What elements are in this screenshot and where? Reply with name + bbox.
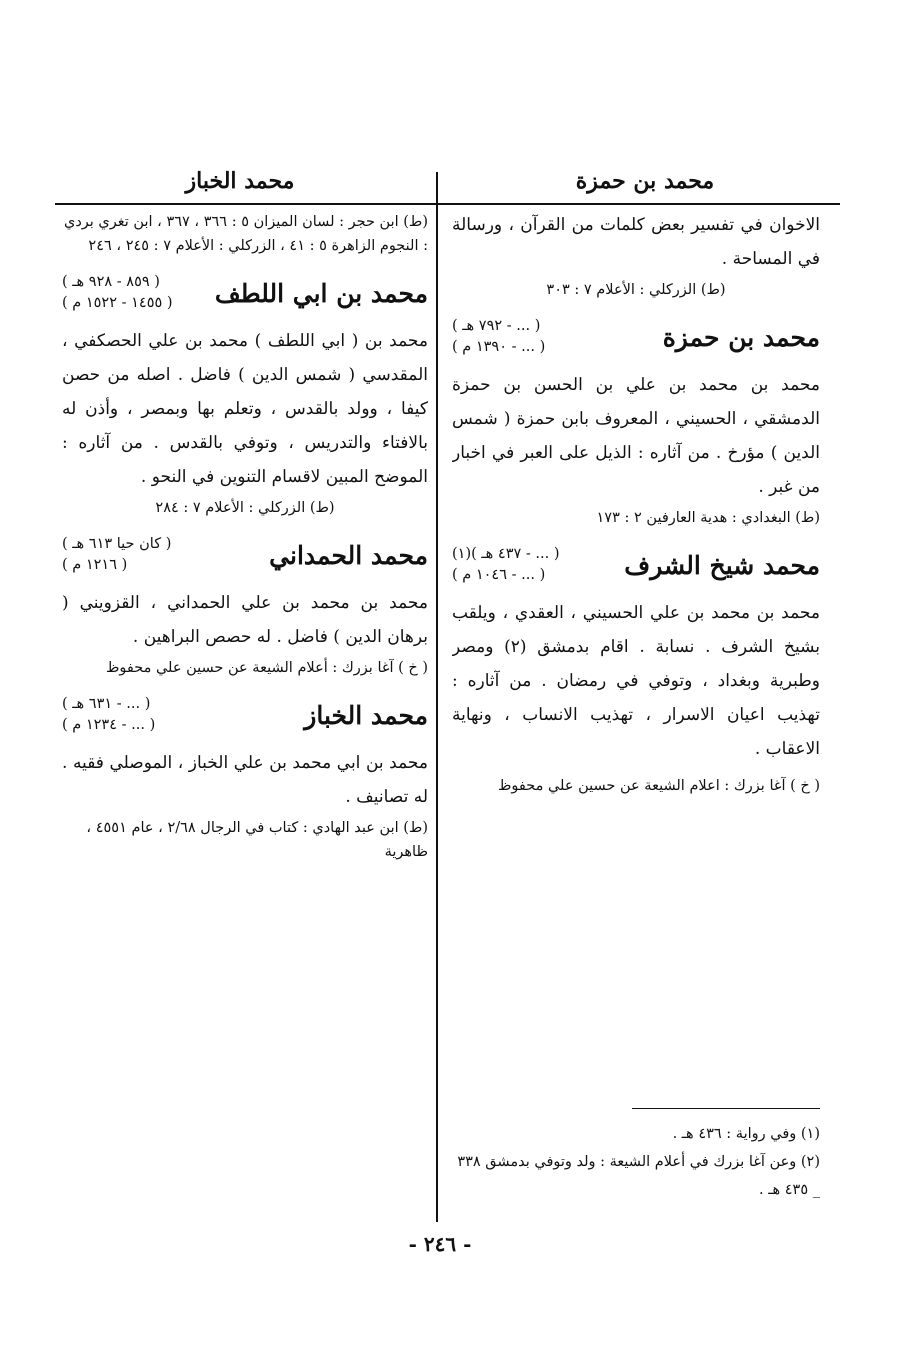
running-header-left: محمد الخباز — [185, 168, 295, 194]
left-column — [62, 208, 428, 1228]
dates-gregorian: ( ... - ١٠٤٦ م ) — [452, 567, 546, 583]
entry-heading — [452, 544, 820, 586]
continued-text: الاخوان في تفسير بعض كلمات من القرآن ، ورسالة في المساحة . — [452, 215, 820, 269]
dates-hijri: ( ... - ٧٩٢ هـ ) — [452, 318, 541, 334]
source-reference: (ط) الزركلي : الأعلام ٧ : ٢٨٤ — [155, 500, 335, 516]
entry-text: محمد بن محمد بن علي الحمداني ، القزويني ( برهان الدين ) فاضل . له حصص البراهين . — [62, 593, 428, 647]
entry-dates — [452, 316, 545, 358]
footnote: (٢) وعن آغا بزرك في أعلام الشيعة : ولد وتوفي بدمشق ٣٣٨ _ ٤٣٥ هـ . — [457, 1154, 820, 1198]
entry-dates — [62, 534, 171, 576]
dates-gregorian: ( ١٢١٦ م ) — [62, 557, 128, 573]
dates-hijri: ( ... - ٤٣٧ هـ )(١) — [452, 546, 560, 562]
source-reference: (ط) ابن عبد الهادي : كتاب في الرجال ٢/٦٨ ، عام ٤٥٥١ ، ظاهرية — [86, 820, 428, 860]
running-header-right: محمد بن حمزة — [575, 168, 715, 194]
entry-text: محمد بن ابي محمد بن علي الخباز ، الموصلي فقيه . له تصانيف . — [62, 753, 428, 807]
entry-heading — [452, 316, 820, 358]
entry-dates — [62, 272, 173, 314]
header-rule — [55, 203, 840, 205]
source-reference: ( خ ) آغا بزرك : اعلام الشيعة عن حسين علي محفوظ — [497, 778, 820, 794]
entry-name: محمد شيخ الشرف — [624, 550, 820, 580]
entry-text: محمد بن محمد بن علي الحسيني ، العقدي ، ويلقب بشيخ الشرف . نسابة . اقام بدمشق (٢) ومصر وطبرية وبغداد ، وتوفي في رمضان . من آثاره : تهذيب اعيان الاسرار ، تهذيب الانساب ، ونهاية الاعقاب . — [452, 603, 820, 759]
dates-hijri: ( ... - ٦٣١ هـ ) — [62, 696, 151, 712]
footnotes — [452, 1120, 820, 1204]
right-column — [452, 208, 820, 1208]
entry-name: محمد بن حمزة — [662, 322, 820, 352]
entry-heading — [62, 272, 428, 314]
column-divider — [436, 172, 438, 1222]
page-number: - ٢٤٦ - — [408, 1232, 472, 1256]
dates-gregorian: ( ١٤٥٥ - ١٥٢٢ م ) — [62, 295, 173, 311]
dates-gregorian: ( ... - ١٣٩٠ م ) — [452, 339, 546, 355]
entry-name: محمد بن ابي اللطف — [214, 278, 428, 308]
footnote: (١) وفي رواية : ٤٣٦ هـ . — [672, 1126, 820, 1142]
entry-text: محمد بن محمد بن علي بن الحسن بن حمزة الدمشقي ، الحسيني ، المعروف بابن حمزة ( شمس الدين ) مؤرخ . من آثاره : الذيل على العبر في اخبار من غبر . — [452, 375, 820, 497]
entry-heading — [62, 694, 428, 736]
entry-dates — [62, 694, 155, 736]
entry-dates — [452, 544, 560, 586]
source-reference: (ط) البغدادي : هدية العارفين ٢ : ١٧٣ — [596, 510, 820, 526]
entry-name: محمد الحمداني — [269, 540, 428, 570]
dates-hijri: ( كان حيا ٦١٣ هـ ) — [62, 536, 172, 552]
entry-name: محمد الخباز — [304, 700, 428, 730]
dates-hijri: ( ٨٥٩ - ٩٢٨ هـ ) — [62, 274, 160, 290]
entry-text: محمد بن ( ابي اللطف ) محمد بن علي الحصكفي ، المقدسي ( شمس الدين ) فاضل . اصله من حصن كيفا ، وولد بالقدس ، وتعلم بها وبمصر ، وأذن له بالافتاء والتدريس ، وتوفي بالقدس . من آثاره : الموضح المبين لاقسام التنوين في النحو . — [62, 331, 428, 487]
source-reference: (ط) الزركلي : الأعلام ٧ : ٣٠٣ — [546, 282, 726, 298]
dates-gregorian: ( ... - ١٢٣٤ م ) — [62, 717, 156, 733]
source-reference: (ط) ابن حجر : لسان الميزان ٥ : ٣٦٦ ، ٣٦٧ ، ابن تغري بردي : النجوم الزاهرة ٥ : ٤١ ، الزركلي : الأعلام ٧ : ٢٤٥ ، ٢٤٦ — [63, 214, 428, 254]
entry-heading — [62, 534, 428, 576]
source-reference: ( خ ) آغا بزرك : أعلام الشيعة عن حسين علي محفوظ — [105, 660, 428, 676]
footnote-rule — [632, 1108, 820, 1109]
